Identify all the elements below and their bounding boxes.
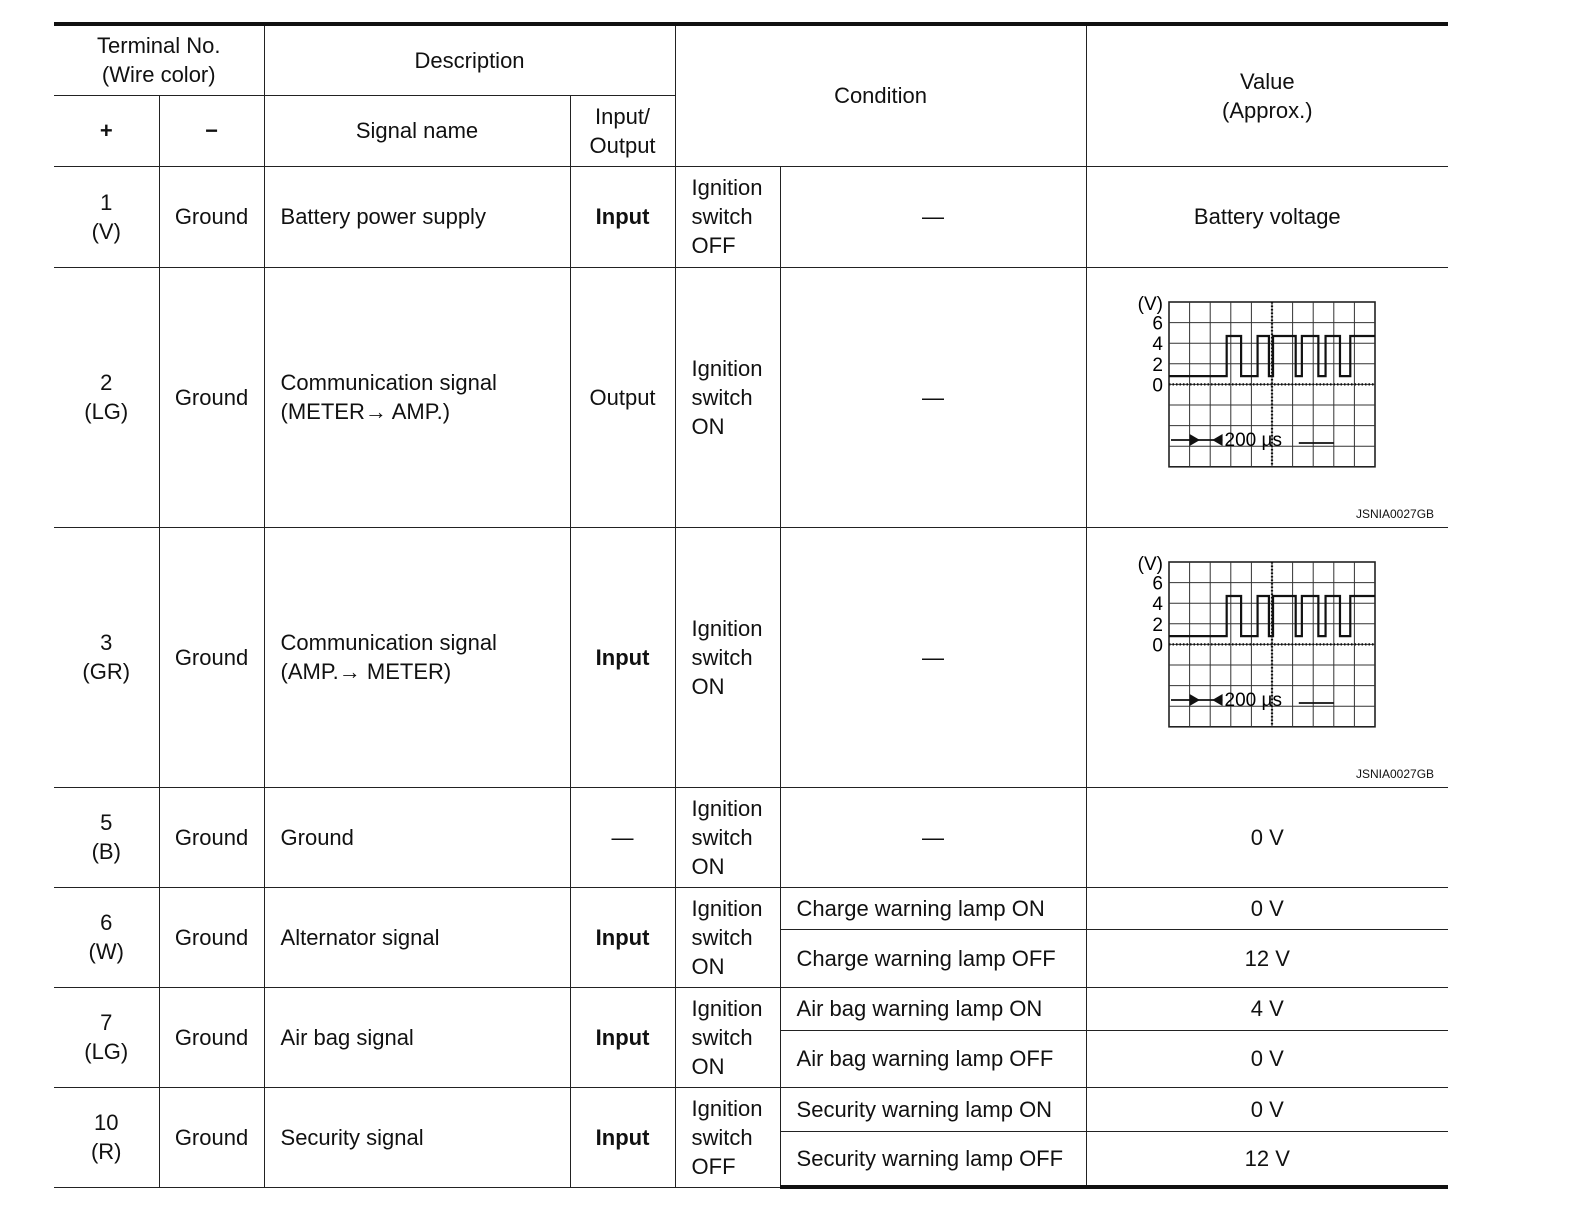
terminal-number: 10 (R) bbox=[54, 1087, 159, 1187]
ground-terminal: Ground bbox=[159, 267, 264, 527]
signal-name: Security signal bbox=[264, 1087, 570, 1187]
signal-name: Ground bbox=[264, 787, 570, 887]
waveform-diagram bbox=[1097, 292, 1437, 502]
table-row bbox=[54, 887, 1448, 929]
ignition-condition: Ignition switch ON bbox=[675, 787, 780, 887]
table-row bbox=[54, 267, 1448, 527]
header-value: Value (Approx.) bbox=[1086, 24, 1448, 166]
value-text: 0 V bbox=[1086, 1087, 1448, 1131]
ignition-condition: Ignition switch ON bbox=[675, 887, 780, 987]
y-tick-label: 6 bbox=[1152, 573, 1164, 595]
oscilloscope-waveform bbox=[1097, 292, 1437, 502]
header-condition: Condition bbox=[675, 24, 1086, 166]
condition-text: Security warning lamp ON bbox=[780, 1087, 1086, 1131]
header-terminal-no: Terminal No. (Wire color) bbox=[54, 24, 264, 95]
terminal-number: 3 (GR) bbox=[54, 527, 159, 787]
condition-text: Air bag warning lamp ON bbox=[780, 987, 1086, 1030]
table-row bbox=[54, 527, 1448, 787]
input-output: — bbox=[570, 787, 675, 887]
value-text: 4 V bbox=[1086, 987, 1448, 1030]
header-minus: − bbox=[159, 95, 264, 166]
ignition-condition: Ignition switch OFF bbox=[675, 166, 780, 267]
ground-terminal: Ground bbox=[159, 987, 264, 1087]
table-row bbox=[54, 166, 1448, 267]
ground-terminal: Ground bbox=[159, 887, 264, 987]
terminal-number: 7 (LG) bbox=[54, 987, 159, 1087]
image-code: JSNIA0027GB bbox=[1356, 766, 1435, 781]
input-output: Input bbox=[570, 987, 675, 1087]
input-output: Output bbox=[570, 267, 675, 527]
input-output: Input bbox=[570, 1087, 675, 1187]
condition-text: Charge warning lamp ON bbox=[780, 887, 1086, 929]
input-output: Input bbox=[570, 527, 675, 787]
waveform-trace bbox=[1169, 336, 1375, 376]
y-tick-label: 6 bbox=[1152, 313, 1164, 335]
terminal-number: 2 (LG) bbox=[54, 267, 159, 527]
terminal-number: 5 (B) bbox=[54, 787, 159, 887]
time-scale-label: 200 µs bbox=[1224, 430, 1283, 452]
ignition-condition: Ignition switch OFF bbox=[675, 1087, 780, 1187]
condition-text: Charge warning lamp OFF bbox=[780, 929, 1086, 987]
value-text: 0 V bbox=[1086, 887, 1448, 929]
table-row bbox=[54, 1087, 1448, 1131]
ignition-condition: Ignition switch ON bbox=[675, 267, 780, 527]
value-text: 0 V bbox=[1086, 1030, 1448, 1087]
ground-terminal: Ground bbox=[159, 527, 264, 787]
condition-text: Air bag warning lamp OFF bbox=[780, 1030, 1086, 1087]
signal-name: Battery power supply bbox=[264, 166, 570, 267]
value-text: Battery voltage bbox=[1086, 166, 1448, 267]
value-text: 0 V bbox=[1086, 787, 1448, 887]
y-tick-label: 0 bbox=[1152, 375, 1164, 397]
table-row bbox=[54, 787, 1448, 887]
y-unit-label: (V) bbox=[1137, 294, 1164, 315]
header-plus: + bbox=[54, 95, 159, 166]
terminal-number: 6 (W) bbox=[54, 887, 159, 987]
oscilloscope-waveform bbox=[1097, 552, 1437, 762]
signal-name: Communication signal (AMP.→ METER) bbox=[264, 527, 570, 787]
condition-text: Security warning lamp OFF bbox=[780, 1131, 1086, 1187]
header-signal-name: Signal name bbox=[264, 95, 570, 166]
terminal-spec-table bbox=[54, 22, 1448, 1189]
condition-text: — bbox=[780, 787, 1086, 887]
terminal-number: 1 (V) bbox=[54, 166, 159, 267]
input-output: Input bbox=[570, 887, 675, 987]
y-tick-label: 4 bbox=[1152, 594, 1164, 616]
value-text: 12 V bbox=[1086, 929, 1448, 987]
waveform-cell bbox=[1086, 267, 1448, 527]
signal-name: Communication signal (METER→ AMP.) bbox=[264, 267, 570, 527]
condition-text: — bbox=[780, 267, 1086, 527]
y-unit-label: (V) bbox=[1137, 554, 1164, 575]
condition-text: — bbox=[780, 166, 1086, 267]
y-tick-label: 4 bbox=[1152, 334, 1164, 356]
value-text: 12 V bbox=[1086, 1131, 1448, 1187]
ground-terminal: Ground bbox=[159, 1087, 264, 1187]
ignition-condition: Ignition switch ON bbox=[675, 987, 780, 1087]
waveform-cell bbox=[1086, 527, 1448, 787]
ground-terminal: Ground bbox=[159, 166, 264, 267]
table-row bbox=[54, 987, 1448, 1030]
waveform-trace bbox=[1169, 596, 1375, 636]
time-scale-label: 200 µs bbox=[1224, 690, 1283, 712]
signal-name: Alternator signal bbox=[264, 887, 570, 987]
y-tick-label: 2 bbox=[1152, 614, 1164, 636]
y-tick-label: 0 bbox=[1152, 635, 1164, 657]
ground-terminal: Ground bbox=[159, 787, 264, 887]
y-tick-label: 2 bbox=[1152, 354, 1164, 376]
header-input-output: Input/ Output bbox=[570, 95, 675, 166]
header-description: Description bbox=[264, 24, 675, 95]
signal-name: Air bag signal bbox=[264, 987, 570, 1087]
condition-text: — bbox=[780, 527, 1086, 787]
ignition-condition: Ignition switch ON bbox=[675, 527, 780, 787]
input-output: Input bbox=[570, 166, 675, 267]
image-code: JSNIA0027GB bbox=[1356, 506, 1435, 521]
header-row-1 bbox=[54, 24, 1448, 95]
waveform-diagram bbox=[1097, 552, 1437, 762]
